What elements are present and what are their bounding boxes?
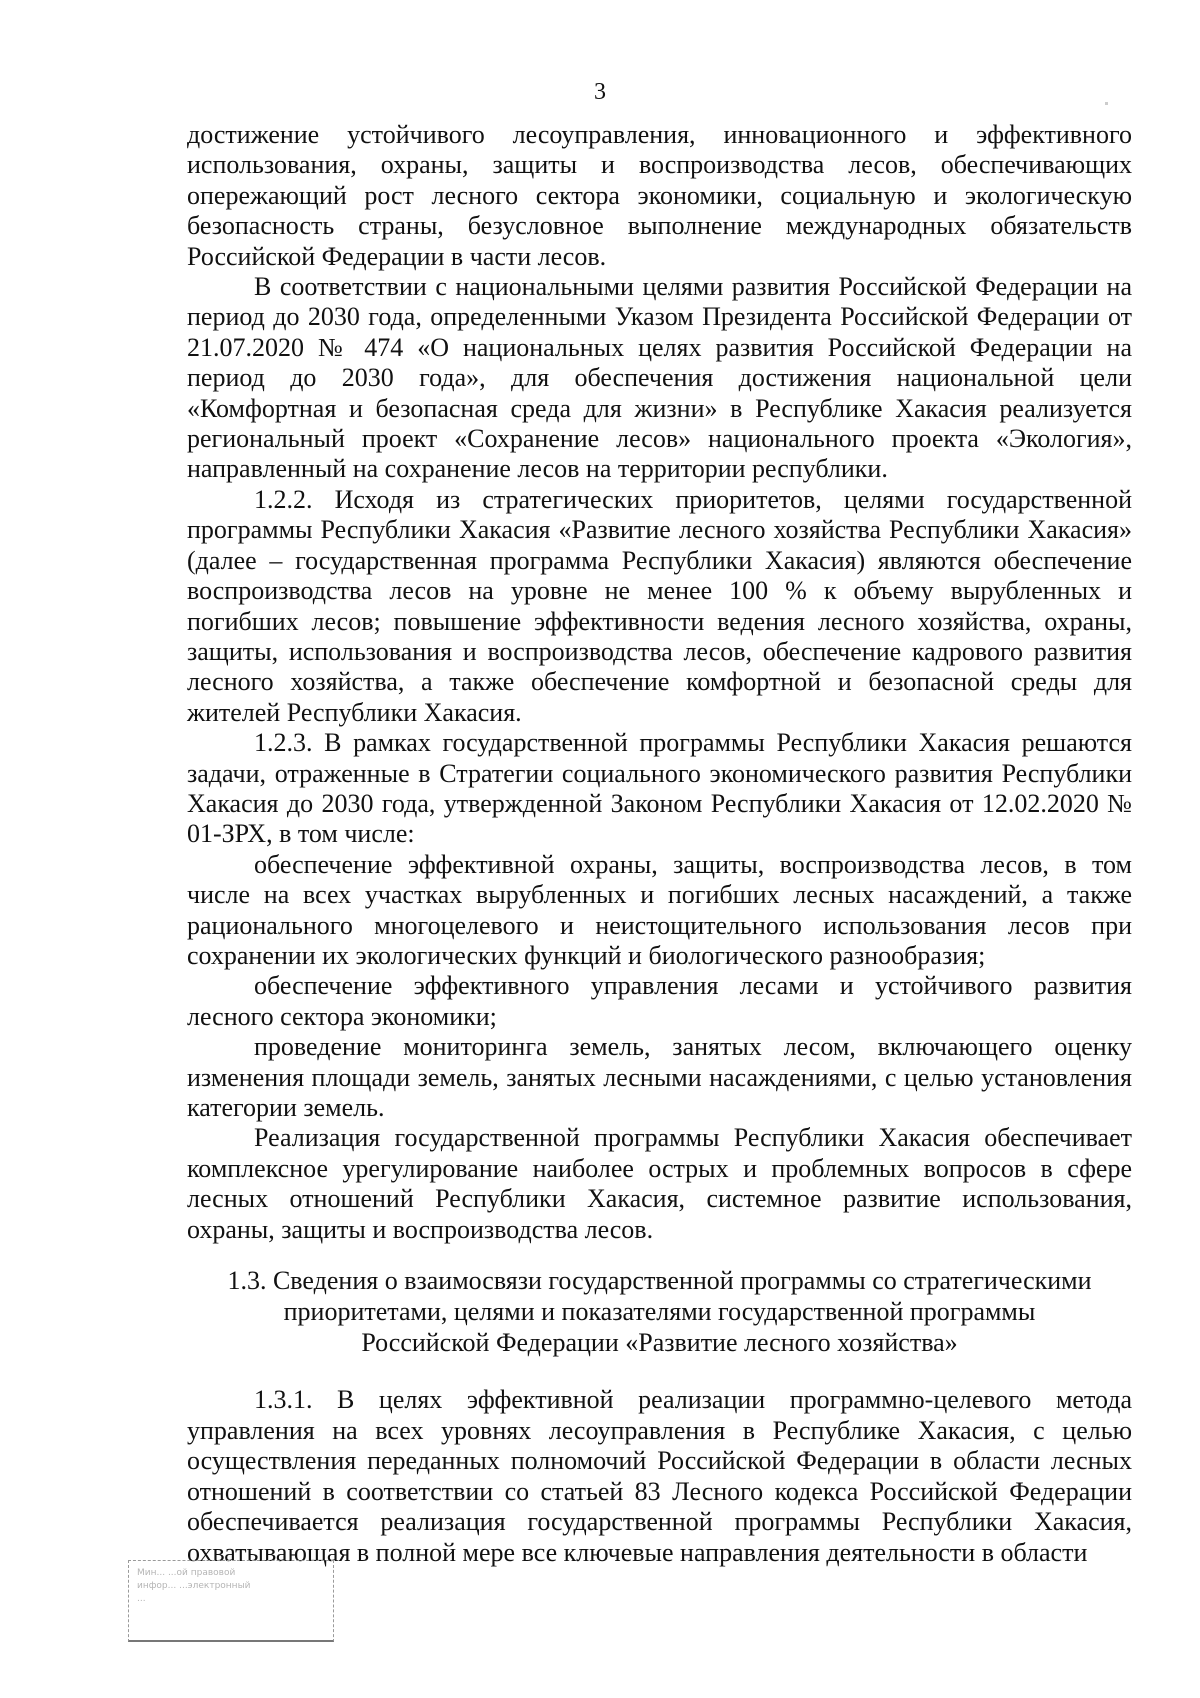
section-title-line-2: приоритетами, целями и показателями государственной программы [283, 1297, 1036, 1326]
body-text-top [187, 120, 1132, 1245]
section-title-line-3: Российской Федерации «Развитие лесного хозяйства» [361, 1328, 958, 1357]
paragraph-9: 1.3.1. В целях эффективной реализации программно-целевого метода управления на всех уровнях лесоуправления в Республике Хакасия, с целью осуществления переданных полномочий Российской Федерации в области лесных отношений в соответствии со статьей 83 Лесного кодекса Российской Федерации обеспечивается реализация государственной программы Республики Хакасия, охватывающая в полной мере все ключевые направления деятельности в области [187, 1385, 1132, 1567]
section-title [187, 1265, 1132, 1358]
scan-speck [1105, 102, 1108, 105]
paragraph-7: проведение мониторинга земель, занятых лесом, включающего оценку изменения площади земель, занятых лесными насаждениями, с целью установления категории земель. [187, 1032, 1132, 1122]
body-text-bottom [187, 1385, 1132, 1569]
paragraph-4: 1.2.3. В рамках государственной программы Республики Хакасия решаются задачи, отраженные в Стратегии социального экономического развития Республики Хакасия до 2030 года, утвержденной Законом Республики Хакасия от 12.02.2020 № 01-ЗРХ, в том числе: [187, 728, 1132, 849]
stamp-line-2: инфор... ...электронный [137, 1581, 251, 1591]
paragraph-5: обеспечение эффективной охраны, защиты, воспроизводства лесов, в том числе на всех участках вырубленных и погибших лесных насаждений, а также рационального многоцелевого и неистощительного использования лесов при сохранении их экологических функций и биологического разнообразия; [187, 849, 1132, 970]
page-number: 3 [594, 79, 606, 105]
paragraph-8: Реализация государственной программы Республики Хакасия обеспечивает комплексное урегулирование наиболее острых и проблемных вопросов в сфере лесных отношений Республики Хакасия, системное развитие использования, охраны, защиты и воспроизводства лесов. [187, 1123, 1132, 1244]
paragraph-3: 1.2.2. Исходя из стратегических приоритетов, целями государственной программы Республики Хакасия «Развитие лесного хозяйства Республики Хакасия» (далее – государственная программа Республики Хакасия) являются обеспечение воспроизводства лесов на уровне не менее 100 % к объему вырубленных и погибших лесов; повышение эффективности ведения лесного хозяйства, охраны, защиты, использования и воспроизводства лесов, обеспечение кадрового развития лесного хозяйства, а также обеспечение комфортной и безопасной среды для жителей Республики Хакасия. [187, 484, 1132, 727]
section-title-line-1: 1.3. Сведения о взаимосвязи государственной программы со стратегическими [227, 1266, 1092, 1295]
paragraph-6: обеспечение эффективного управления лесами и устойчивого развития лесного сектора экономики; [187, 971, 1132, 1031]
electronic-copy-stamp [128, 1560, 334, 1642]
paragraph-2: В соответствии с национальными целями развития Российской Федерации на период до 2030 года, определенными Указом Президента Российской Федерации от 21.07.2020 № 474 «О национальных целях развития Российской Федерации на период до 2030 года», для обеспечения достижения национальной цели «Комфортная и безопасная среда для жизни» в Республике Хакасия реализуется региональный проект «Сохранение лесов» национального проекта «Экология», направленный на сохранение лесов на территории республики. [187, 272, 1132, 484]
stamp-line-1: Мин... ...ой правовой [137, 1568, 236, 1578]
paragraph-1: достижение устойчивого лесоуправления, инновационного и эффективного использования, охраны, защиты и воспроизводства лесов, обеспечивающих опережающий рост лесного сектора экономики, социальную и экологическую безопасность страны, безусловное выполнение международных обязательств Российской Федерации в части лесов. [187, 120, 1132, 271]
stamp-line-3: ... [137, 1594, 146, 1604]
